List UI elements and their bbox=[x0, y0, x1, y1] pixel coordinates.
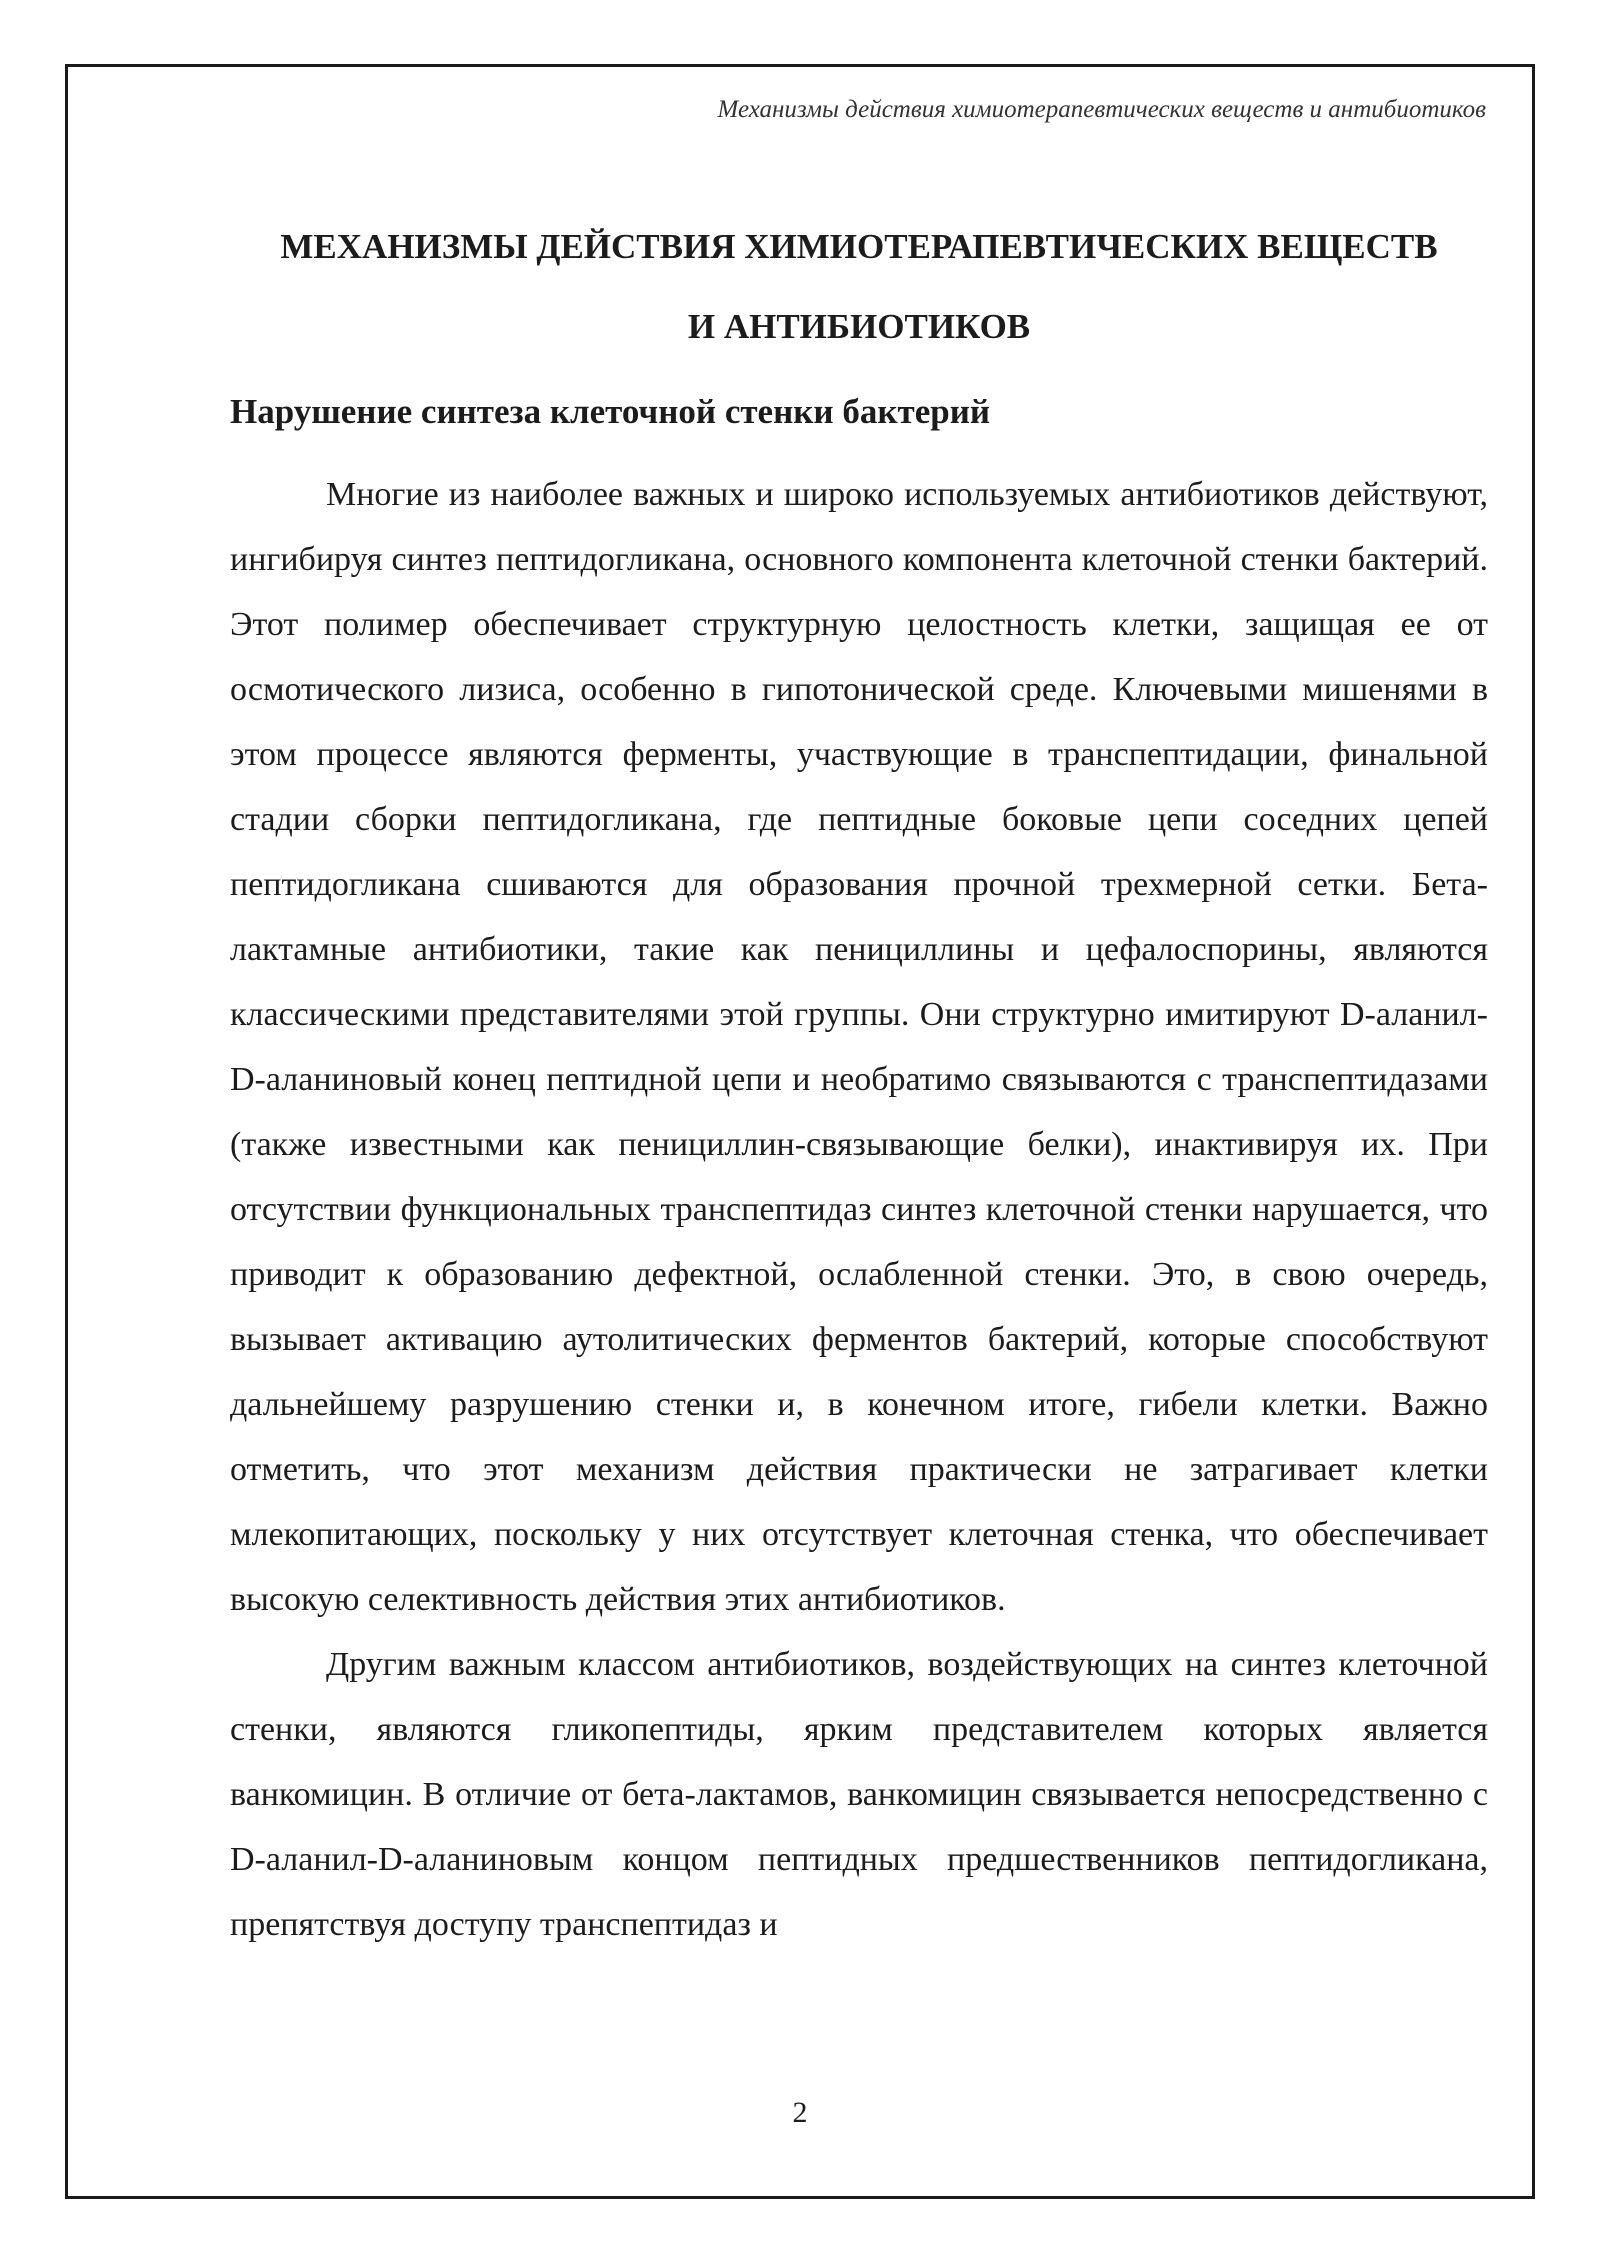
page-number: 2 bbox=[792, 2096, 808, 2129]
running-header: Механизмы действия химиотерапевтических веществ и антибиотиков bbox=[717, 96, 1486, 123]
title-line-1: МЕХАНИЗМЫ ДЕЙСТВИЯ ХИМИОТЕРАПЕВТИЧЕСКИХ ВЕЩЕСТВ bbox=[280, 227, 1438, 266]
body-text bbox=[230, 462, 1488, 1957]
document-title bbox=[230, 207, 1488, 367]
paragraph-2: Другим важным классом антибиотиков, воздействующих на синтез клеточной стенки, являются гликопептиды, ярким представителем которых является ванкомицин. В отличие от бета-лактамов, ванкомицин связывается непосредственно с D-аланил-D-аланиновым концом пептидных предшественников пептидогликана, препятствуя доступу транспептидаз и bbox=[230, 1646, 1488, 1943]
section-heading: Нарушение синтеза клеточной стенки бактерий bbox=[230, 392, 991, 431]
paragraph-1: Многие из наиболее важных и широко используемых антибиотиков действуют, ингибируя синтез пептидогликана, основного компонента клеточной стенки бактерий. Этот полимер обеспечивает структурную целостность клетки, защищая ее от осмотического лизиса, особенно в гипотонической среде. Ключевыми мишенями в этом процессе являются ферменты, участвующие в транспептидации, финальной стадии сборки пептидогликана, где пептидные боковые цепи соседних цепей пептидогликана сшиваются для образования прочной трехмерной сетки. Бета-лактамные антибиотики, такие как пенициллины и цефалоспорины, являются классическими представителями этой группы. Они структурно имитируют D-аланил-D-аланиновый конец пептидной цепи и необратимо связываются с транспептидазами (также известными как пенициллин-связывающие белки), инактивируя их. При отсутствии функциональных транспептидаз синтез клеточной стенки нарушается, что приводит к образованию дефектной, ослабленной стенки. Это, в свою очередь, вызывает активацию аутолитических ферментов бактерий, которые способствуют дальнейшему разрушению стенки и, в конечном итоге, гибели клетки. Важно отметить, что этот механизм действия практически не затрагивает клетки млекопитающих, поскольку у них отсутствует клеточная стенка, что обеспечивает высокую селективность действия этих антибиотиков. bbox=[230, 476, 1488, 1618]
title-line-2: И АНТИБИОТИКОВ bbox=[687, 307, 1031, 346]
